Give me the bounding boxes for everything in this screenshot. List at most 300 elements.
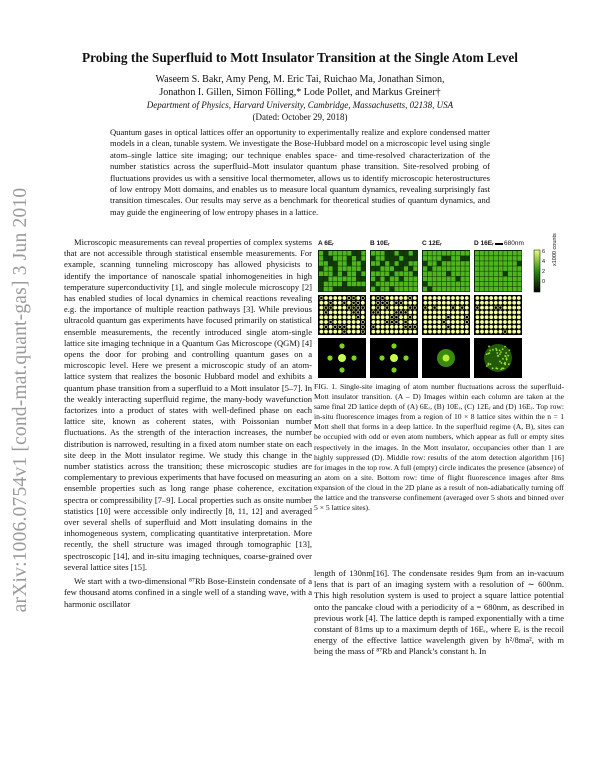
lattice-site xyxy=(371,266,375,271)
lattice-site xyxy=(489,261,493,266)
lattice-site xyxy=(343,271,347,276)
atom-marker xyxy=(404,301,407,304)
lattice-site xyxy=(432,266,436,271)
atom-marker xyxy=(390,296,393,299)
paragraph: length of 130nm[16]. The condensate resides 9μm from an in-vacuum lens that is part of an imaging system with a resolution of ∼ 600nm. This high resolution system is used to project a square lattice potential onto the pancake cloud with a periodicity of a = 680nm, as described in previous work [4]. The lattice depth is ramped exponentially with a time constant of 81ms up to a maximum depth of 16Eᵣ, where Eᵣ is the recoil energy of the effective lattice wavelength given by h²/8ma², with m being the mass of ⁸⁷Rb and Planck’s constant h. In xyxy=(314,568,564,657)
lattice-site xyxy=(380,271,384,276)
lattice-site xyxy=(399,271,403,276)
atom-marker xyxy=(517,296,520,299)
lattice-site xyxy=(338,282,342,287)
lattice-site xyxy=(338,251,342,256)
lattice-site xyxy=(385,277,389,282)
atom-marker xyxy=(499,320,502,323)
lattice-site xyxy=(376,277,380,282)
lattice-site xyxy=(343,256,347,261)
lattice-site xyxy=(357,261,361,266)
atom-marker xyxy=(428,316,431,319)
lattice-site xyxy=(451,287,455,292)
atom-marker xyxy=(399,330,402,333)
lattice-site xyxy=(423,277,427,282)
atom-marker xyxy=(428,301,431,304)
lattice-site xyxy=(319,251,323,256)
atom-marker xyxy=(376,316,379,319)
lattice-site xyxy=(328,251,332,256)
lattice-site xyxy=(494,256,498,261)
atom-marker xyxy=(395,306,398,309)
lattice-site xyxy=(385,251,389,256)
lattice-site xyxy=(371,287,375,292)
atom-marker xyxy=(476,320,479,323)
atom-marker xyxy=(320,301,323,304)
lattice-site xyxy=(423,266,427,271)
lattice-site xyxy=(513,277,517,282)
atom-marker xyxy=(361,316,364,319)
lattice-site xyxy=(343,261,347,266)
atom-marker xyxy=(433,301,436,304)
lattice-site xyxy=(494,277,498,282)
lattice-site xyxy=(508,261,512,266)
atom-marker xyxy=(513,311,516,314)
atom-marker xyxy=(503,306,506,309)
atom-marker xyxy=(424,325,427,328)
atom-marker xyxy=(485,316,488,319)
lattice-site xyxy=(461,266,465,271)
atom-marker xyxy=(451,301,454,304)
lattice-site xyxy=(399,287,403,292)
atom-marker xyxy=(442,325,445,328)
lattice-site xyxy=(484,261,488,266)
lattice-site xyxy=(338,256,342,261)
atom-marker xyxy=(329,296,332,299)
tof-speckle xyxy=(499,349,501,351)
tof-peak xyxy=(391,343,396,348)
atom-marker xyxy=(451,311,454,314)
panel-label-a: A 6Eᵣ xyxy=(318,240,334,247)
lattice-site xyxy=(338,271,342,276)
lattice-site xyxy=(428,266,432,271)
atom-marker xyxy=(372,301,375,304)
lattice-site xyxy=(465,282,469,287)
lattice-site xyxy=(465,261,469,266)
lattice-site xyxy=(357,277,361,282)
lattice-site xyxy=(503,261,507,266)
lattice-site xyxy=(357,266,361,271)
panel-label-d: D 16Eᵣ xyxy=(474,240,494,247)
lattice-site xyxy=(508,282,512,287)
atom-marker xyxy=(334,301,337,304)
lattice-site xyxy=(442,261,446,266)
atom-marker xyxy=(513,325,516,328)
lattice-site xyxy=(319,287,323,292)
atom-marker xyxy=(465,311,468,314)
atom-marker xyxy=(324,316,327,319)
atom-marker xyxy=(499,296,502,299)
atom-marker xyxy=(456,311,459,314)
atom-marker xyxy=(517,330,520,333)
tof-peak xyxy=(443,355,450,362)
lattice-site xyxy=(347,271,351,276)
lattice-site xyxy=(361,251,365,256)
lattice-site xyxy=(390,261,394,266)
figure-caption: FIG. 1. Single-site imaging of atom number fluctuations across the superfluid-Mott insulator transition. (A – D) Images within each column are taken at the same final 2D lattice depth of (A) 6Eᵣ, (B) 10Eᵣ, (C) 12Eᵣ and (D) 16Eᵣ. Top row: in-situ fluorescence images from a region of 10 × 8 lattice sites within the n = 1 Mott shell that forms in a deep lattice. In the superfluid regime (A, B), sites can be occupied with odd or even atom numbers, which appear as full or empty sites respectively in the images. In the Mott insulator, occupancies other than 1 are highly suppressed (D). Middle row: results of the atom detection algorithm [16] for images in the top row. A full (empty) circle indicates the presence (absence) of an atom on a site. Bottom row: time of flight fluorescence images after 8ms expansion of the cloud in the 2D plane as a result of non-adiabatically turning off the lattice and the transverse confinement (averaged over 5 shots and binned over 5 × 5 lattice sites). xyxy=(314,382,564,513)
lattice-site xyxy=(352,256,356,261)
lattice-site xyxy=(494,251,498,256)
atom-marker xyxy=(390,325,393,328)
atom-marker xyxy=(442,311,445,314)
atom-marker xyxy=(334,316,337,319)
lattice-site xyxy=(447,256,451,261)
atom-marker xyxy=(438,325,441,328)
lattice-site xyxy=(347,251,351,256)
atom-marker xyxy=(399,296,402,299)
lattice-site xyxy=(390,251,394,256)
lattice-site xyxy=(333,271,337,276)
atom-marker xyxy=(461,301,464,304)
atom-marker xyxy=(361,301,364,304)
figure-1 xyxy=(314,233,564,380)
atom-marker xyxy=(461,325,464,328)
lattice-site xyxy=(328,287,332,292)
lattice-site xyxy=(428,287,432,292)
atom-marker xyxy=(433,311,436,314)
lattice-site xyxy=(395,287,399,292)
lattice-site xyxy=(361,282,365,287)
lattice-site xyxy=(328,266,332,271)
lattice-site xyxy=(475,277,479,282)
atom-marker xyxy=(347,316,350,319)
atom-marker xyxy=(404,306,407,309)
lattice-site xyxy=(508,287,512,292)
lattice-site xyxy=(503,266,507,271)
paragraph: We start with a two-dimensional ⁸⁷Rb Bose-Einstein condensate of a few thousand atoms confined in a single well of a standing wave, with a harmonic oscillator xyxy=(64,576,312,609)
dated: (Dated: October 29, 2018) xyxy=(252,112,348,122)
lattice-site xyxy=(413,271,417,276)
tof-speckle xyxy=(486,353,488,355)
atom-marker xyxy=(499,301,502,304)
lattice-site xyxy=(361,287,365,292)
atom-marker xyxy=(329,330,332,333)
tof-peak xyxy=(391,367,396,372)
lattice-site xyxy=(324,256,328,261)
lattice-site xyxy=(385,256,389,261)
atom-marker xyxy=(357,325,360,328)
atom-marker xyxy=(395,325,398,328)
atom-marker xyxy=(424,311,427,314)
atom-marker xyxy=(334,306,337,309)
atom-marker xyxy=(517,316,520,319)
atom-marker xyxy=(442,330,445,333)
atom-marker xyxy=(508,325,511,328)
atom-marker xyxy=(442,316,445,319)
lattice-site xyxy=(371,271,375,276)
lattice-site xyxy=(484,271,488,276)
atom-marker xyxy=(338,301,341,304)
lattice-site xyxy=(319,256,323,261)
atom-marker xyxy=(343,296,346,299)
atom-marker xyxy=(438,296,441,299)
lattice-site xyxy=(404,271,408,276)
atom-marker xyxy=(433,320,436,323)
lattice-site xyxy=(319,277,323,282)
lattice-site xyxy=(480,271,484,276)
atom-marker xyxy=(409,301,412,304)
atom-marker xyxy=(399,325,402,328)
atom-marker xyxy=(513,306,516,309)
lattice-site xyxy=(409,287,413,292)
atom-marker xyxy=(442,301,445,304)
atom-marker xyxy=(320,311,323,314)
atom-marker xyxy=(508,330,511,333)
lattice-site xyxy=(380,277,384,282)
lattice-site xyxy=(409,251,413,256)
atom-marker xyxy=(329,325,332,328)
atom-marker xyxy=(517,306,520,309)
atom-marker xyxy=(343,320,346,323)
lattice-site xyxy=(494,282,498,287)
lattice-site xyxy=(371,277,375,282)
scale-label: 680nm xyxy=(504,240,524,247)
atom-marker xyxy=(465,301,468,304)
lattice-site xyxy=(357,282,361,287)
atom-marker xyxy=(503,301,506,304)
atom-marker xyxy=(399,316,402,319)
lattice-site xyxy=(480,251,484,256)
lattice-site xyxy=(347,261,351,266)
abstract: Quantum gases in optical lattices offer an opportunity to experimentally realize and explore condensed matter models in a clean, tunable system. We investigate the Bose-Hubbard model on a microscopic level using single atom–single lattice site imaging; our technique enables space- and time-resolved characterization of the number statistics across the superfluid–Mott insulator quantum phase transition. Site-resolved probing of fluctuations provides us with a sensitive local thermometer, allows us to identify microscopic heterostructures of low entropy Mott domains, and enables us to measure local quantum dynamics, revealing surprisingly fast transition timescales. Our results may serve as a benchmark for theoretical studies of quantum dynamics, and may guide the engineering of low entropy phases in a lattice. xyxy=(110,127,490,217)
lattice-site xyxy=(404,277,408,282)
lattice-site xyxy=(513,271,517,276)
lattice-site xyxy=(347,266,351,271)
lattice-site xyxy=(503,271,507,276)
lattice-site xyxy=(432,251,436,256)
arxiv-stamp xyxy=(6,187,36,613)
lattice-site xyxy=(442,271,446,276)
lattice-site xyxy=(447,266,451,271)
tof-speckle xyxy=(500,351,502,353)
lattice-site xyxy=(352,287,356,292)
lattice-site xyxy=(461,277,465,282)
lattice-site xyxy=(442,277,446,282)
atom-marker xyxy=(517,301,520,304)
atom-marker xyxy=(428,325,431,328)
atom-marker xyxy=(438,306,441,309)
lattice-site xyxy=(494,266,498,271)
lattice-site xyxy=(333,277,337,282)
lattice-site xyxy=(371,251,375,256)
lattice-site xyxy=(428,277,432,282)
lattice-site xyxy=(494,261,498,266)
atom-marker xyxy=(381,320,384,323)
lattice-site xyxy=(437,256,441,261)
lattice-site xyxy=(508,277,512,282)
atom-marker xyxy=(456,330,459,333)
atom-marker xyxy=(409,330,412,333)
lattice-site xyxy=(508,266,512,271)
lattice-site xyxy=(423,282,427,287)
tof-speckle xyxy=(508,363,510,365)
lattice-site xyxy=(437,266,441,271)
tof-speckle xyxy=(504,363,506,365)
atom-marker xyxy=(404,330,407,333)
lattice-site xyxy=(357,251,361,256)
lattice-site xyxy=(413,287,417,292)
lattice-site xyxy=(499,261,503,266)
atom-marker xyxy=(499,311,502,314)
atom-marker xyxy=(338,316,341,319)
tof-peak xyxy=(338,354,346,362)
lattice-site xyxy=(352,277,356,282)
atom-marker xyxy=(428,330,431,333)
panel-label-c: C 12Eᵣ xyxy=(422,240,442,247)
lattice-site xyxy=(475,266,479,271)
lattice-site xyxy=(503,277,507,282)
lattice-site xyxy=(343,277,347,282)
lattice-site xyxy=(357,256,361,261)
atom-marker xyxy=(508,316,511,319)
atom-marker xyxy=(424,320,427,323)
lattice-site xyxy=(361,256,365,261)
atom-marker xyxy=(447,320,450,323)
lattice-site xyxy=(423,261,427,266)
atom-marker xyxy=(490,330,493,333)
lattice-site xyxy=(451,277,455,282)
atom-marker xyxy=(503,325,506,328)
atom-marker xyxy=(413,296,416,299)
lattice-site xyxy=(489,277,493,282)
lattice-site xyxy=(475,271,479,276)
lattice-site xyxy=(517,287,521,292)
lattice-site xyxy=(352,271,356,276)
lattice-site xyxy=(428,256,432,261)
atom-marker xyxy=(451,330,454,333)
atom-marker xyxy=(347,325,350,328)
lattice-site xyxy=(513,251,517,256)
lattice-site xyxy=(480,277,484,282)
lattice-site xyxy=(475,256,479,261)
atom-marker xyxy=(324,301,327,304)
lattice-site xyxy=(517,261,521,266)
lattice-site xyxy=(447,282,451,287)
lattice-site xyxy=(352,261,356,266)
atom-marker xyxy=(447,301,450,304)
lattice-site xyxy=(508,256,512,261)
atom-marker xyxy=(390,311,393,314)
lattice-site xyxy=(404,261,408,266)
lattice-site xyxy=(385,266,389,271)
lattice-site xyxy=(347,256,351,261)
lattice-site xyxy=(385,282,389,287)
atom-marker xyxy=(465,296,468,299)
atom-marker xyxy=(461,311,464,314)
colorbar-tick: 2 xyxy=(542,269,546,275)
atom-marker xyxy=(480,306,483,309)
lattice-site xyxy=(328,282,332,287)
lattice-site xyxy=(357,271,361,276)
atom-marker xyxy=(386,296,389,299)
atom-marker xyxy=(428,296,431,299)
atom-marker xyxy=(433,296,436,299)
atom-marker xyxy=(513,330,516,333)
atom-marker xyxy=(480,296,483,299)
lattice-site xyxy=(324,266,328,271)
lattice-site xyxy=(475,282,479,287)
lattice-site xyxy=(328,277,332,282)
atom-marker xyxy=(447,311,450,314)
atom-marker xyxy=(424,330,427,333)
lattice-site xyxy=(513,256,517,261)
atom-marker xyxy=(465,306,468,309)
lattice-site xyxy=(376,287,380,292)
lattice-site xyxy=(499,287,503,292)
atom-marker xyxy=(480,316,483,319)
lattice-site xyxy=(451,261,455,266)
atom-marker xyxy=(376,320,379,323)
lattice-site xyxy=(399,282,403,287)
lattice-site xyxy=(451,256,455,261)
lattice-site xyxy=(428,251,432,256)
lattice-site xyxy=(352,282,356,287)
lattice-site xyxy=(371,256,375,261)
lattice-site xyxy=(343,251,347,256)
lattice-site xyxy=(399,251,403,256)
lattice-site xyxy=(465,251,469,256)
atom-marker xyxy=(361,311,364,314)
lattice-site xyxy=(508,251,512,256)
affiliation: Department of Physics, Harvard University, Cambridge, Massachusetts, 02138, USA xyxy=(146,100,454,110)
lattice-site xyxy=(324,277,328,282)
atom-marker xyxy=(424,316,427,319)
atom-marker xyxy=(456,301,459,304)
atom-marker xyxy=(508,306,511,309)
lattice-site xyxy=(324,282,328,287)
tof-speckle xyxy=(490,363,492,365)
tof-speckle xyxy=(507,355,509,357)
atom-marker xyxy=(461,316,464,319)
lattice-site xyxy=(361,271,365,276)
lattice-site xyxy=(489,266,493,271)
lattice-site xyxy=(484,251,488,256)
atom-marker xyxy=(494,320,497,323)
atom-marker xyxy=(324,320,327,323)
lattice-site xyxy=(513,287,517,292)
lattice-site xyxy=(447,261,451,266)
atom-marker xyxy=(517,320,520,323)
lattice-site xyxy=(380,251,384,256)
lattice-site xyxy=(376,282,380,287)
figure-image-grid xyxy=(314,240,564,380)
lattice-site xyxy=(347,277,351,282)
atom-marker xyxy=(485,311,488,314)
atom-marker xyxy=(376,325,379,328)
lattice-site xyxy=(442,256,446,261)
lattice-site xyxy=(380,256,384,261)
tof-peak xyxy=(390,354,398,362)
lattice-site xyxy=(484,277,488,282)
lattice-site xyxy=(432,277,436,282)
atom-marker xyxy=(352,320,355,323)
tof-speckle xyxy=(492,349,494,351)
lattice-site xyxy=(352,251,356,256)
atom-marker xyxy=(517,325,520,328)
lattice-site xyxy=(385,271,389,276)
lattice-site xyxy=(465,266,469,271)
tof-speckle xyxy=(487,364,489,366)
lattice-site xyxy=(461,251,465,256)
atom-marker xyxy=(503,316,506,319)
atom-marker xyxy=(334,320,337,323)
atom-marker xyxy=(343,316,346,319)
atom-marker xyxy=(490,301,493,304)
